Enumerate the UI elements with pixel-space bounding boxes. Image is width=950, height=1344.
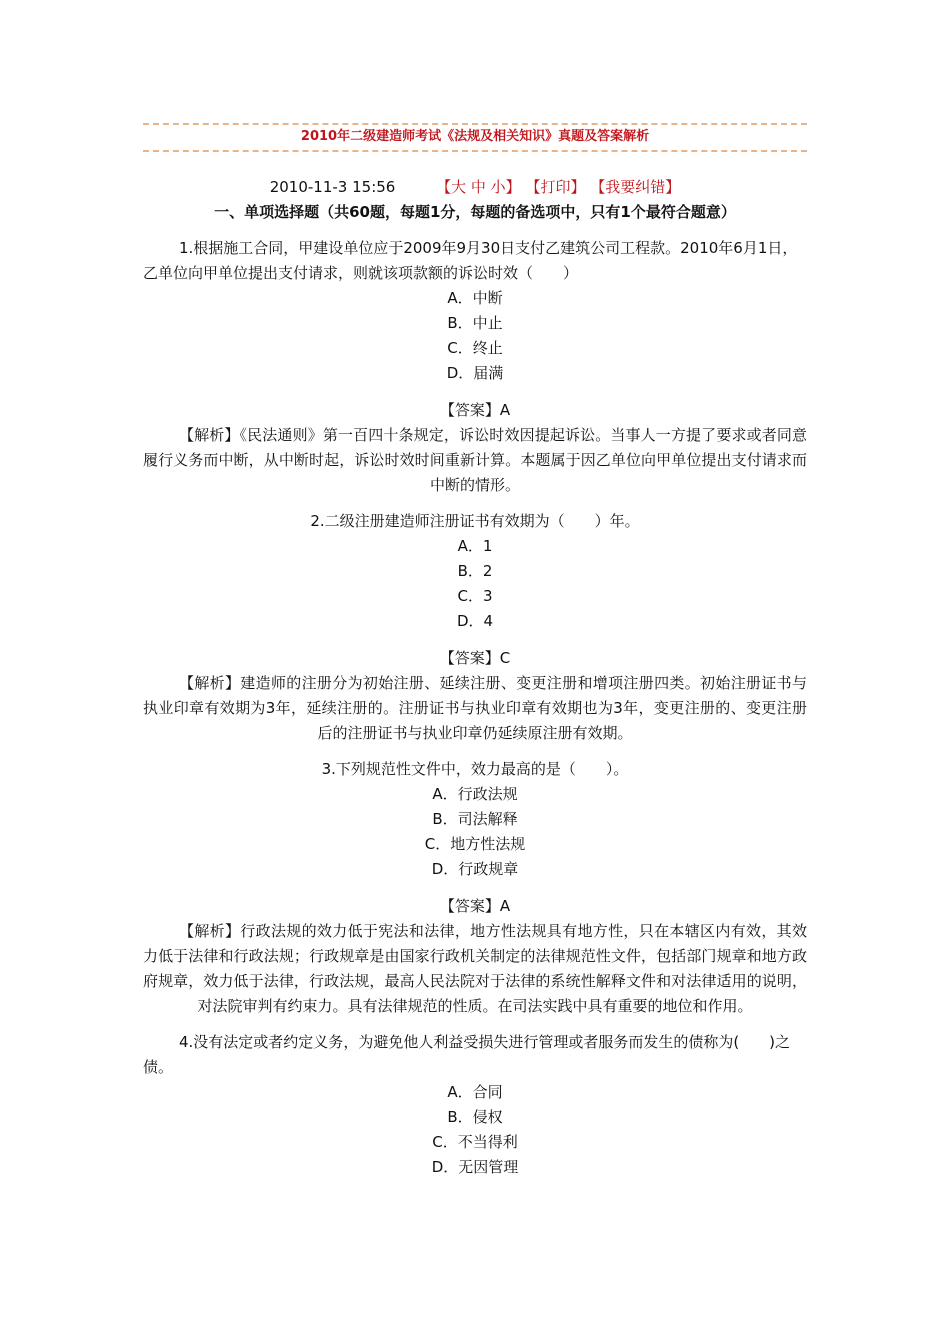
analysis: 【解析】行政法规的效力低于宪法和法律，地方性法规具有地方性，只在本辖区内有效，其效力低于法律和行政法规；行政规章是由国家行政机关制定的法律规范性文件，包括部门规章和地方政府规章，效力低于法律，行政法规，最高人民法院对于法律的系统性解释文件和对法律适用的说明，对法院审判有约束力。具有法律规范的性质。在司法实践中具有重要的地位和作用。 <box>143 922 807 1015</box>
option-d: D．行政规章 <box>431 860 519 878</box>
answer: 【答案】A <box>439 401 511 419</box>
option-c: C．终止 <box>447 339 503 357</box>
analysis: 【解析】建造师的注册分为初始注册、延续注册、变更注册和增项注册四类。初始注册证书与执业印章有效期为3年，延续注册的。注册证书与执业印章有效期也为3年，变更注册的、变更注册后的注册证书与执业印章仍延续原注册有效期。 <box>143 674 807 742</box>
option-b: B．2 <box>457 562 493 580</box>
option-d: D．4 <box>456 612 494 630</box>
question-text: 3.下列规范性文件中，效力最高的是（ ）。 <box>321 760 629 778</box>
option-c: C．不当得利 <box>432 1133 518 1151</box>
report-error-link[interactable]: 【我要纠错】 <box>590 178 681 196</box>
bottom-dashed-divider <box>143 150 807 152</box>
question-3 <box>143 757 807 1019</box>
meta-line <box>143 176 807 198</box>
option-list <box>143 1080 807 1180</box>
print-link[interactable]: 【打印】 <box>525 178 586 196</box>
answer: 【答案】A <box>439 897 511 915</box>
option-c: C．3 <box>457 587 493 605</box>
document-title: 2010年二级建造师考试《法规及相关知识》真题及答案解析 <box>300 129 650 144</box>
question-text: 2.二级注册建造师注册证书有效期为（ ）年。 <box>310 512 640 530</box>
question-4 <box>143 1030 807 1180</box>
section-title: 一、单项选择题（共60题，每题1分，每题的备选项中，只有1个最符合题意） <box>214 203 736 221</box>
option-b: B．中止 <box>447 314 503 332</box>
question-2 <box>143 509 807 746</box>
question-list <box>143 236 807 1180</box>
font-size-switch[interactable]: 【大 中 小】 <box>436 178 521 196</box>
answer: 【答案】C <box>439 649 511 667</box>
question-1 <box>143 236 807 498</box>
option-list <box>143 782 807 882</box>
option-b: B．司法解释 <box>432 810 518 828</box>
top-dashed-divider <box>143 123 807 125</box>
option-a: A．中断 <box>447 289 503 307</box>
option-list <box>143 286 807 386</box>
option-c: C．地方性法规 <box>424 835 526 853</box>
option-a: A．行政法规 <box>432 785 518 803</box>
option-a: A．合同 <box>447 1083 503 1101</box>
option-b: B．侵权 <box>447 1108 503 1126</box>
option-d: D．无因管理 <box>431 1158 519 1176</box>
analysis: 【解析】《民法通则》第一百四十条规定，诉讼时效因提起诉讼。当事人一方提了要求或者同意履行义务而中断，从中断时起，诉讼时效时间重新计算。本题属于因乙单位向甲单位提出支付请求而中断的情形。 <box>143 426 807 494</box>
publish-date: 2010-11-3 15:56 <box>269 178 396 196</box>
question-text: 1.根据施工合同，甲建设单位应于2009年9月30日支付乙建筑公司工程款。2010年6月1日，乙单位向甲单位提出支付请求，则就该项款额的诉讼时效（ ） <box>143 239 798 282</box>
option-d: D．届满 <box>446 364 504 382</box>
question-text: 4.没有法定或者约定义务，为避免他人利益受损失进行管理或者服务而发生的债称为( )之债。 <box>143 1033 791 1076</box>
option-a: A．1 <box>457 537 493 555</box>
option-list <box>143 534 807 634</box>
